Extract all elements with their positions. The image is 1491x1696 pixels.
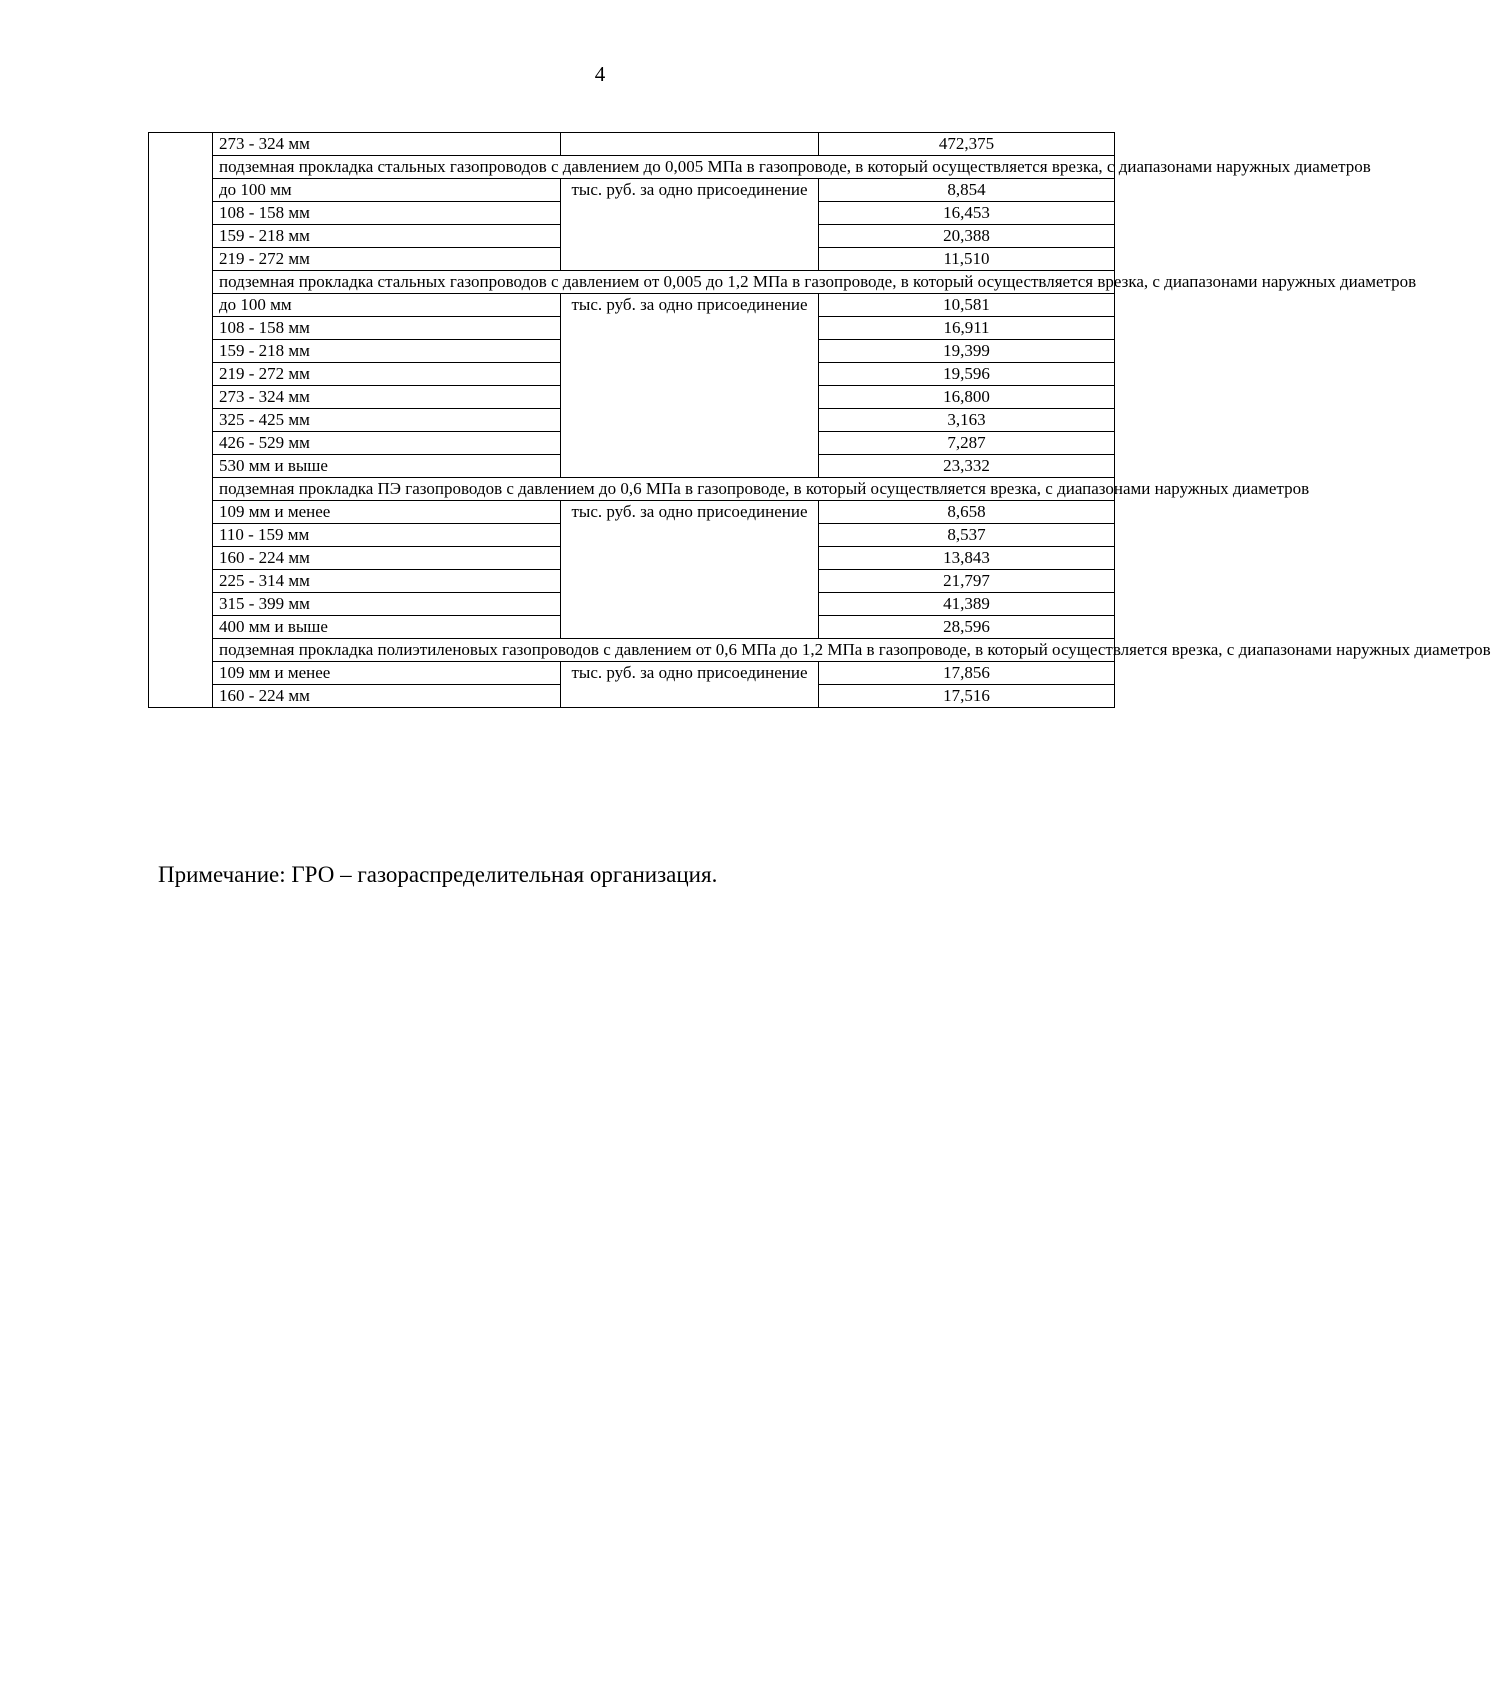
value-cell: 7,287: [819, 432, 1115, 455]
unit-cell: [561, 133, 819, 156]
value-cell: 19,596: [819, 363, 1115, 386]
value-cell: 21,797: [819, 570, 1115, 593]
value-cell: 8,658: [819, 501, 1115, 524]
value-cell: 23,332: [819, 455, 1115, 478]
diameter-range-cell: 159 - 218 мм: [213, 340, 561, 363]
value-cell: 28,596: [819, 616, 1115, 639]
value-cell: 16,453: [819, 202, 1115, 225]
table-row: [149, 662, 1115, 685]
unit-cell: тыс. руб. за одно присоединение: [561, 501, 819, 639]
diameter-range-cell: 109 мм и менее: [213, 662, 561, 685]
unit-cell: тыс. руб. за одно присоединение: [561, 662, 819, 708]
group-heading: подземная прокладка стальных газопроводов с давлением до 0,005 МПа в газопроводе, в который осуществляется врезка, с диапазонами наружных диаметров: [213, 156, 1115, 179]
diameter-range-cell: 530 мм и выше: [213, 455, 561, 478]
group-heading-row: [149, 156, 1115, 179]
diameter-range-cell: 219 - 272 мм: [213, 363, 561, 386]
value-cell: 13,843: [819, 547, 1115, 570]
table-row: [149, 501, 1115, 524]
table-row: [149, 133, 1115, 156]
group-heading: подземная прокладка полиэтиленовых газопроводов с давлением от 0,6 МПа до 1,2 МПа в газопроводе, в который осуществляется врезка, с диапазонами наружных диаметров: [213, 639, 1115, 662]
value-cell: 8,854: [819, 179, 1115, 202]
diameter-range-cell: 160 - 224 мм: [213, 547, 561, 570]
value-cell: 10,581: [819, 294, 1115, 317]
diameter-range-cell: 108 - 158 мм: [213, 317, 561, 340]
value-cell: 472,375: [819, 133, 1115, 156]
diameter-range-cell: до 100 мм: [213, 294, 561, 317]
left-blank-cell: [149, 133, 213, 708]
table-row: [149, 179, 1115, 202]
tariff-table-body: [149, 133, 1491, 708]
unit-cell: тыс. руб. за одно присоединение: [561, 179, 819, 271]
unit-cell: тыс. руб. за одно присоединение: [561, 294, 819, 478]
group-heading: подземная прокладка стальных газопроводов с давлением от 0,005 до 1,2 МПа в газопроводе, в который осуществляется врезка, с диапазонами наружных диаметров: [213, 271, 1115, 294]
footnote: Примечание: ГРО – газораспределительная организация.: [158, 862, 718, 887]
group-heading: подземная прокладка ПЭ газопроводов с давлением до 0,6 МПа в газопроводе, в который осуществляется врезка, с диапазонами наружных диаметров: [213, 478, 1115, 501]
diameter-range-cell: 109 мм и менее: [213, 501, 561, 524]
diameter-range-cell: 219 - 272 мм: [213, 248, 561, 271]
value-cell: 20,388: [819, 225, 1115, 248]
diameter-range-cell: 325 - 425 мм: [213, 409, 561, 432]
page-number: 4: [594, 62, 606, 86]
diameter-range-cell: 273 - 324 мм: [213, 386, 561, 409]
diameter-range-cell: 273 - 324 мм: [213, 133, 561, 156]
diameter-range-cell: 108 - 158 мм: [213, 202, 561, 225]
value-cell: 41,389: [819, 593, 1115, 616]
value-cell: 3,163: [819, 409, 1115, 432]
value-cell: 19,399: [819, 340, 1115, 363]
value-cell: 17,856: [819, 662, 1115, 685]
value-cell: 16,911: [819, 317, 1115, 340]
diameter-range-cell: 225 - 314 мм: [213, 570, 561, 593]
value-cell: 16,800: [819, 386, 1115, 409]
group-heading-row: [149, 639, 1115, 662]
table-row: [149, 294, 1115, 317]
group-heading-row: [149, 271, 1115, 294]
diameter-range-cell: 315 - 399 мм: [213, 593, 561, 616]
value-cell: 8,537: [819, 524, 1115, 547]
diameter-range-cell: 160 - 224 мм: [213, 685, 561, 708]
tariff-table: [148, 132, 1491, 708]
value-cell: 17,516: [819, 685, 1115, 708]
diameter-range-cell: 159 - 218 мм: [213, 225, 561, 248]
diameter-range-cell: 400 мм и выше: [213, 616, 561, 639]
value-cell: 11,510: [819, 248, 1115, 271]
diameter-range-cell: 426 - 529 мм: [213, 432, 561, 455]
diameter-range-cell: до 100 мм: [213, 179, 561, 202]
diameter-range-cell: 110 - 159 мм: [213, 524, 561, 547]
group-heading-row: [149, 478, 1115, 501]
